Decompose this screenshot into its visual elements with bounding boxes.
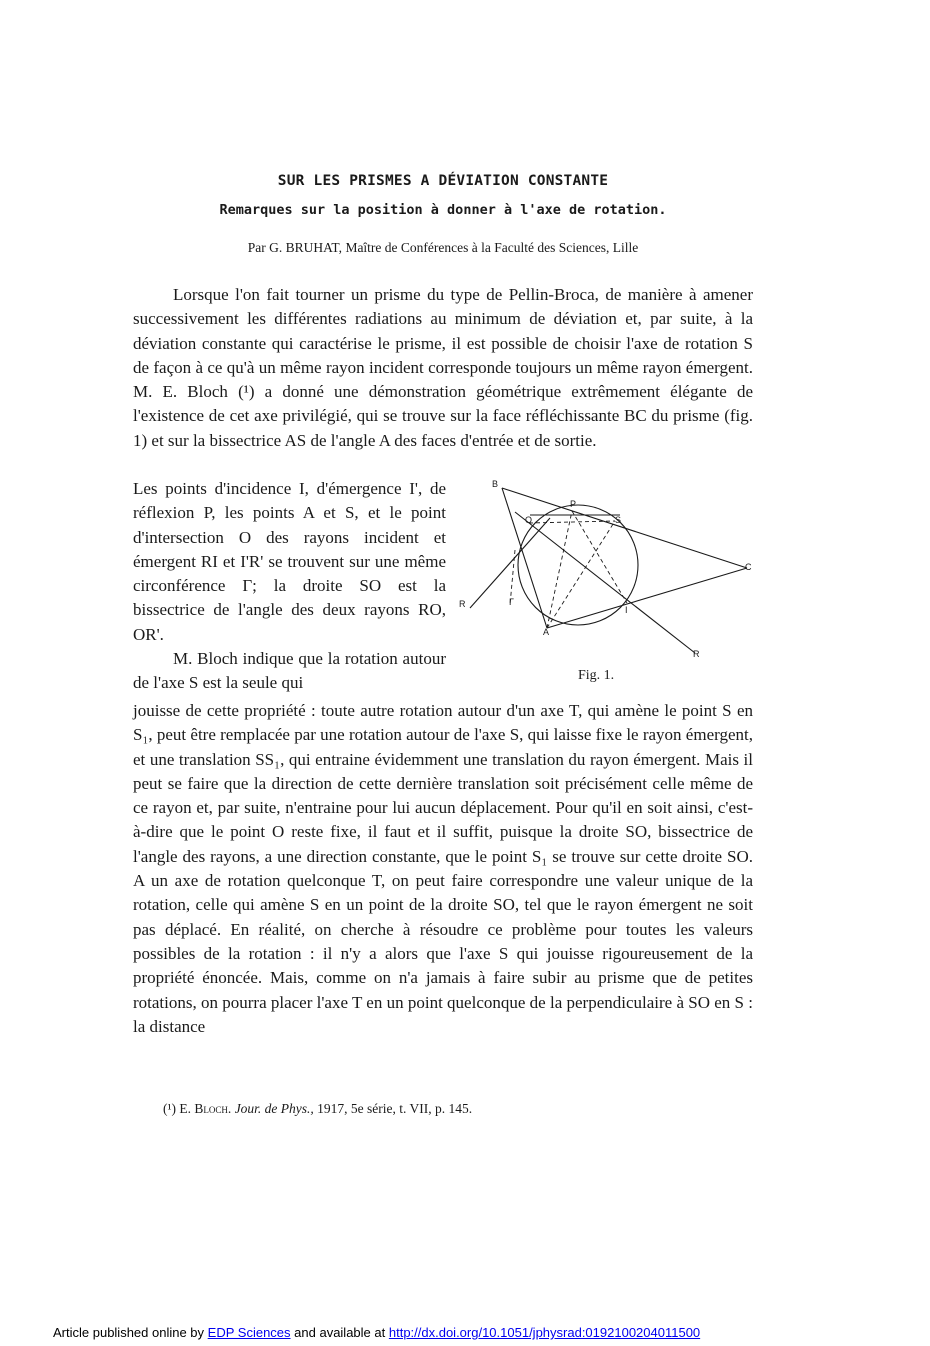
ray-emergent [515, 512, 695, 653]
label-r-left: R [459, 599, 466, 609]
paragraph-2: jouisse de cette propriété : toute autre rotation autour d'un axe T, qui amène le point S en S₁, peut être remplacée par une rotation autour de l'axe S, qui laisse fixe le rayon émergent, et une translation SS₁, qui entraine évidemment une translation du rayon émergent. Mais il peut se faire que la direction de cette dernière translation soit précisément celle même de ce rayon et, par suite, n'entraine pour lui aucun déplacement. Pour qu'il en soit ainsi, c'est-à-dire que le point O reste fixe, il faut et il suffit, puisque la droite SO, bissectrice de l'angle des rayons, a une direction constante, que le point S₁ se trouve sur cette droite SO. A un axe de rotation quelconque T, on peut faire correspondre une valeur unique de la rotation, celle qui amène S en un point de la droite SO, tel que le rayon émergent ne soit pas déplacé. En réalité, on cherche à résoudre ce problème pour toutes les valeurs possibles de la rotation : il n'y a alors que l'axe S qui jouisse rigoureusement de la propriété énoncée. Mais, comme on n'a jamais à faire subir au prisme que de petites rotations, on pourra placer l'axe T en un point quelconque de la perpendiculaire à SO en S : la distance [133, 701, 753, 1036]
footnote-marker: (¹) E. [163, 1101, 192, 1116]
dashed-a-s [547, 521, 615, 628]
dashed-o-s [529, 521, 615, 523]
label-o: O [525, 515, 533, 525]
paragraph-1-block [133, 283, 753, 453]
left-column-paragraph-1: Les points d'incidence I, d'émergence I', de réflexion P, les points A et S, et le point d'intersection O des rayons incident et émergent RI et I'R' se trouvent sur une même circonférence Γ; la droite SO est la bissectrice de l'angle des deux rayons RO, OR'. [133, 479, 446, 644]
line-bc [502, 488, 747, 568]
label-c: C [745, 562, 752, 572]
ray-incident [470, 518, 550, 608]
pubbar-middle: and available at [294, 1325, 386, 1340]
paragraph-2-block [133, 699, 753, 1039]
line-ac [547, 568, 747, 628]
article-subtitle: Remarques sur la position à donner à l'axe de rotation. [219, 202, 667, 218]
label-gamma: Γ [509, 597, 514, 607]
line-ab [502, 488, 547, 628]
figure-caption: Fig. 1. [578, 668, 615, 683]
figure-1-diagram [455, 475, 755, 695]
article-title: SUR LES PRISMES A DÉVIATION CONSTANTE [277, 173, 609, 189]
publisher-link[interactable]: EDP Sciences [207, 1325, 291, 1340]
author-name: G. BRUHAT, [269, 240, 343, 255]
pubbar-prefix: Article published online by [53, 1325, 205, 1340]
label-p: P [570, 499, 577, 509]
author-affiliation: Maître de Conférences à la Faculté des Sciences, Lille [345, 240, 639, 255]
author-prefix: Par [247, 240, 266, 255]
dashed-a-p [547, 511, 572, 628]
left-column-text [133, 477, 446, 696]
author-line [0, 240, 886, 256]
label-s: S [615, 515, 622, 525]
publication-bar [53, 1325, 700, 1340]
label-i: I [625, 605, 628, 615]
footnote-author: Bloch. [194, 1101, 232, 1116]
footnote [163, 1101, 472, 1117]
label-r-right: R [693, 649, 700, 659]
paragraph-1: Lorsque l'on fait tourner un prisme du type de Pellin-Broca, de manière à amener successivement les différentes radiations au minimum de déviation et, par suite, à la déviation constante qui caractérise le prisme, il est possible de choisir l'axe de rotation S de façon à ce qu'à un même rayon incident corresponde toujours un même rayon émergent. M. E. Bloch (¹) a donné une démonstration géométrique extrêmement élégante de l'existence de cet axe privilégié, qui se trouve sur la face réfléchissante BC du prisme (fig. 1) et sur la bissectrice AS de l'angle A des faces d'entrée et de sortie. [133, 285, 753, 450]
label-a: A [543, 627, 550, 637]
label-b: B [492, 479, 499, 489]
footnote-details: 1917, 5e série, t. VII, p. 145. [317, 1101, 473, 1116]
left-column-paragraph-2: M. Bloch indique que la rotation autour de l'axe S est la seule qui [133, 649, 446, 693]
footnote-journal: Jour. de Phys., [234, 1101, 314, 1116]
doi-link[interactable]: http://dx.doi.org/10.1051/jphysrad:0192100204011500 [388, 1325, 701, 1340]
